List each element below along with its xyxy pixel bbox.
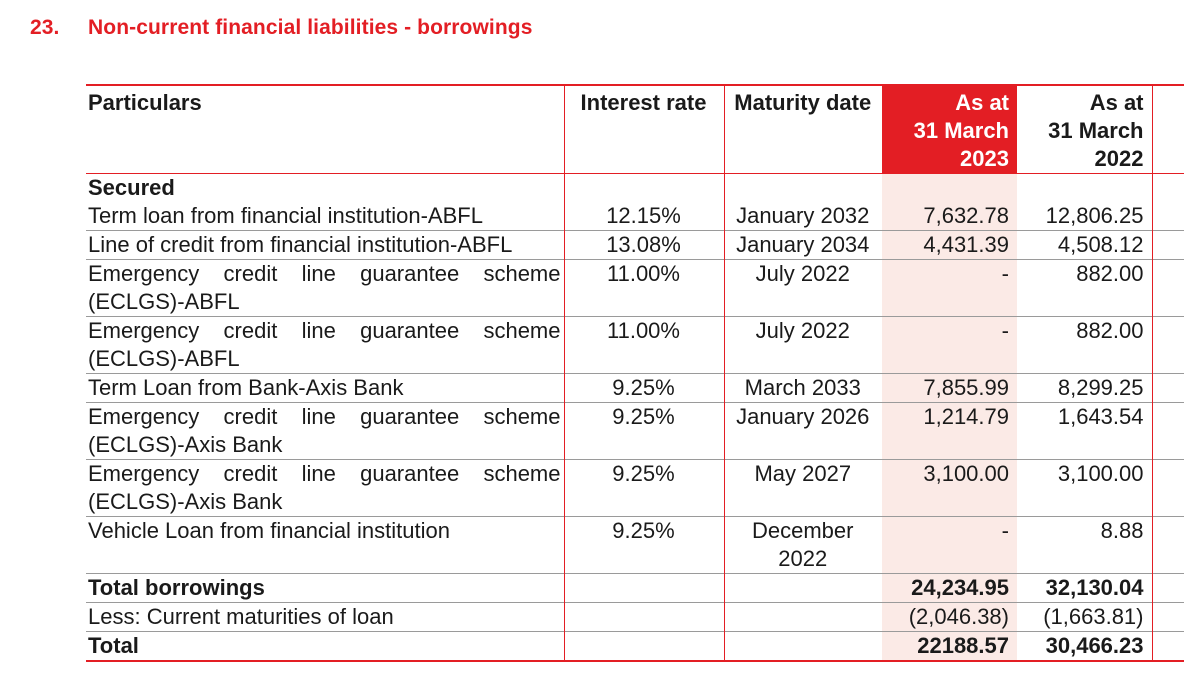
less-current-label: Less: Current maturities of loan — [86, 603, 564, 632]
total-fy2023: 22188.57 — [882, 632, 1017, 662]
cell-rate: 13.08% — [564, 231, 724, 260]
cell-maturity: July 2022 — [755, 318, 850, 343]
col-header-fy2022: As at 31 March 2022 — [1017, 85, 1152, 174]
cell-fy2022: 8,299.25 — [1017, 374, 1152, 403]
cell-maturity: January 2032 — [736, 203, 870, 228]
col-header-spacer — [1152, 85, 1184, 174]
less-current-fy2023: (2,046.38) — [882, 603, 1017, 632]
section-heading — [30, 16, 532, 40]
cell-maturity: July 2022 — [755, 261, 850, 286]
col-header-maturity-date: Maturity date — [734, 90, 872, 115]
cell-particulars: Emergency credit line guarantee scheme (ECLGS)-Axis Bank — [86, 403, 564, 460]
cell-particulars: Term loan from financial institution-ABFL — [86, 202, 564, 231]
cell-particulars: Vehicle Loan from financial institution — [86, 517, 564, 574]
table-row — [86, 374, 1184, 403]
table-row — [86, 460, 1184, 517]
cell-maturity: January 2034 — [736, 232, 870, 257]
cell-maturity: May 2027 — [754, 461, 852, 486]
less-current-maturities-row — [86, 603, 1184, 632]
cell-rate: 9.25% — [564, 403, 724, 460]
cell-fy2022: 3,100.00 — [1017, 460, 1152, 517]
cell-fy2022: 882.00 — [1017, 260, 1152, 317]
borrowings-table — [86, 84, 1184, 662]
cell-rate: 9.25% — [564, 460, 724, 517]
table-row — [86, 202, 1184, 231]
cell-rate: 11.00% — [564, 260, 724, 317]
header-row — [86, 85, 1184, 174]
section-number: 23. — [30, 16, 60, 39]
table-row — [86, 317, 1184, 374]
cell-rate: 11.00% — [564, 317, 724, 374]
cell-particulars: Line of credit from financial institution-ABFL — [86, 231, 564, 260]
total-borrowings-row — [86, 574, 1184, 603]
table-row — [86, 403, 1184, 460]
cell-rate: 9.25% — [564, 374, 724, 403]
cell-fy2023: 1,214.79 — [882, 403, 1017, 460]
section-row-secured — [86, 174, 1184, 203]
total-row — [86, 632, 1184, 662]
cell-fy2023: - — [882, 317, 1017, 374]
cell-fy2023: 7,632.78 — [882, 202, 1017, 231]
table-row — [86, 260, 1184, 317]
section-label: Secured — [86, 174, 564, 203]
cell-rate: 9.25% — [564, 517, 724, 574]
cell-fy2022: 4,508.12 — [1017, 231, 1152, 260]
section-title: Non-current financial liabilities - borrowings — [88, 16, 533, 39]
cell-fy2023: - — [882, 260, 1017, 317]
less-current-fy2022: (1,663.81) — [1017, 603, 1152, 632]
total-fy2022: 30,466.23 — [1017, 632, 1152, 662]
cell-particulars: Term Loan from Bank-Axis Bank — [86, 374, 564, 403]
cell-fy2022: 12,806.25 — [1017, 202, 1152, 231]
cell-maturity: January 2026 — [736, 404, 870, 429]
cell-fy2022: 882.00 — [1017, 317, 1152, 374]
cell-fy2023: 4,431.39 — [882, 231, 1017, 260]
total-label: Total — [86, 632, 564, 662]
table-row — [86, 517, 1184, 574]
table-row — [86, 231, 1184, 260]
cell-particulars: Emergency credit line guarantee scheme (ECLGS)-ABFL — [86, 260, 564, 317]
col-header-particulars: Particulars — [86, 85, 564, 174]
borrowings-table-wrapper — [86, 84, 1184, 662]
cell-maturity: December 2022 — [752, 518, 854, 571]
cell-particulars: Emergency credit line guarantee scheme (ECLGS)-ABFL — [86, 317, 564, 374]
cell-fy2022: 1,643.54 — [1017, 403, 1152, 460]
total-borrowings-fy2023: 24,234.95 — [882, 574, 1017, 603]
cell-fy2023: 3,100.00 — [882, 460, 1017, 517]
total-borrowings-label: Total borrowings — [86, 574, 564, 603]
cell-particulars: Emergency credit line guarantee scheme (ECLGS)-Axis Bank — [86, 460, 564, 517]
col-header-interest-rate: Interest rate — [564, 85, 724, 174]
total-borrowings-fy2022: 32,130.04 — [1017, 574, 1152, 603]
cell-rate: 12.15% — [564, 202, 724, 231]
cell-maturity: March 2033 — [744, 375, 861, 400]
col-header-fy2023: As at 31 March 2023 — [882, 85, 1017, 174]
cell-fy2023: 7,855.99 — [882, 374, 1017, 403]
cell-fy2023: - — [882, 517, 1017, 574]
cell-fy2022: 8.88 — [1017, 517, 1152, 574]
